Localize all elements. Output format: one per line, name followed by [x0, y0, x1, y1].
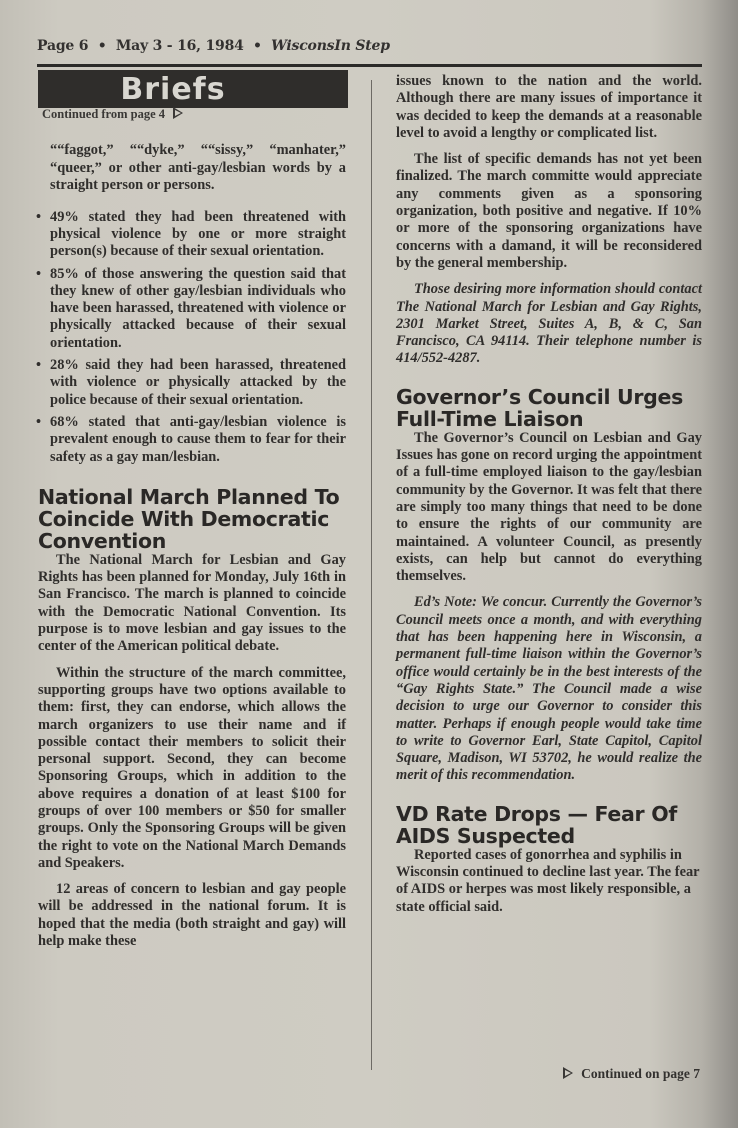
triangle-right-outline-icon: [173, 107, 183, 119]
header-rule: [37, 64, 702, 67]
publication-name: WisconsIn Step: [271, 38, 390, 54]
right-column: [396, 73, 702, 916]
council-body: The Governor’s Council on Lesbian and Gay Issues has gone on record urging the appointment of a full-time employed liaison to the gay/lesbian community by the Governor. It was felt that there are simply too many things that need to be done to ensure the rights of our community are maintained. A volunteer Council, as presently exists, can help but cannot do everything themselves.: [396, 429, 702, 585]
vd-headline: VD Rate Drops — Fear Of AIDS Suspected: [396, 801, 677, 848]
continued-on-label: Continued on page 7: [581, 1066, 700, 1081]
column-divider: [371, 80, 372, 1070]
stat-bullet: • 49% stated they had been threatened with physical violence by one or more straight person(s) because of their sexual orientation.: [38, 209, 346, 261]
header-separator: •: [97, 38, 107, 54]
march-paragraph: The list of specific demands has not yet been finalized. The march committe would appreciate any comments given as a sponsoring organization, both positive and negative. If 10% or more of the sponsoring organizations have concerns with a damand, it will be reconsidered by the general membership.: [396, 151, 702, 271]
briefs-banner: [38, 70, 348, 108]
stat-bullet: • 28% said they had been harassed, threatened with violence or physically attacked by the police because of their sexual orientation.: [38, 357, 346, 409]
editors-note: Ed’s Note: We concur. Currently the Governor’s Council meets once a month, and with everything that has been happening here in Wisconsin, a permanent full-time liaison within the Governor’s office would certainly be in the best interests of the “Gay Rights State.” The Council made a wise decision to urge our Governor to consider this matter. Perhaps if enough people would take time to write to Governor Earl, State Capitol, Capitol Square, Madison, WI 53702, he would realize the merit of this recommendation.: [396, 594, 702, 784]
page-number: Page 6: [37, 38, 89, 54]
continued-on-link[interactable]: [563, 1066, 700, 1082]
left-column: [38, 128, 346, 950]
continued-from-label: Continued from page 4: [42, 107, 166, 121]
vd-body: Reported cases of gonorrhea and syphilis in Wisconsin continued to decline last year. The fear of AIDS or herpes was most likely responsible, a state official said.: [396, 846, 700, 915]
briefs-lead: ““faggot,” ““dyke,” ““sissy,” “manhater,” “queer,” or other anti-gay/lesbian words by a straight person or persons.: [50, 142, 346, 193]
march-paragraph: Within the structure of the march committee, supporting groups have two options available to them: first, they can endorse, which allows the march organizers to use their name and if possible contact their members to solicit their personal support. Second, they can become Sponsoring Groups, which in addition to the above requires a donation of at least $100 for groups of over 100 members or $50 for smaller groups. Only the Sponsoring Groups will be given the right to vote on the National March Demands and Speakers.: [38, 664, 346, 871]
march-paragraph: The National March for Lesbian and Gay Rights has been planned for Monday, July 16th in San Francisco. The march is planned to coincide with the Democratic National Convention. Its purpose is to move lesbian and gay issues to the center of the American political debate.: [38, 551, 346, 655]
header-separator: •: [253, 38, 262, 54]
continued-from-link[interactable]: [42, 107, 183, 122]
council-headline: Governor’s Council Urges Full-Time Liaison: [396, 384, 684, 431]
march-paragraph: 12 areas of concern to lesbian and gay people will be addressed in the national forum. It is hoped that the media (both straight and gay) will help make these: [38, 881, 346, 950]
issue-date: May 3 - 16, 1984: [115, 38, 244, 54]
stat-bullet: • 85% of those answering the question said that they knew of other gay/lesbian individuals who have been harassed, threatened with violence or physically attacked because of their sexual orientation.: [38, 266, 346, 352]
march-contact-note: Those desiring more information should contact The National March for Lesbian and Gay Rights, 2301 Market Street, Suites A, B, & C, San Francisco, CA 94114. Their telephone number is 414/552-4287.: [396, 281, 702, 367]
march-headline: National March Planned To Coincide With Democratic Convention: [38, 484, 340, 553]
briefs-stats-list: [38, 209, 346, 466]
section-title: Briefs: [120, 71, 226, 107]
march-paragraph-continued: issues known to the nation and the world. Although there are many issues of importance it was decided to keep the demands at a reasonable level to avoid a lengthy or complicated list.: [396, 73, 702, 141]
stat-bullet: • 68% stated that anti-gay/lesbian violence is prevalent enough to cause them to fear for their safety as a gay man/lesbian.: [38, 414, 346, 466]
running-head: [37, 38, 697, 54]
triangle-right-outline-icon: [563, 1067, 573, 1079]
